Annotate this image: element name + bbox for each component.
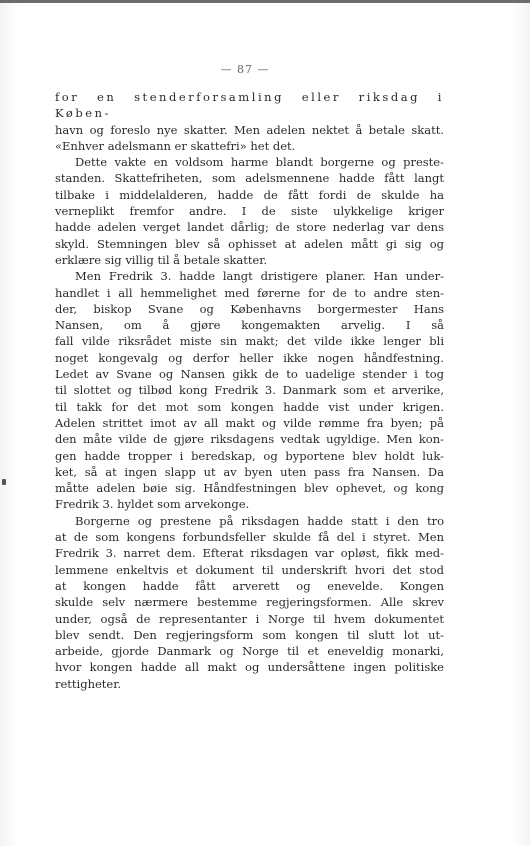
text-line: skyld. Stemningen blev så ophisset at adelen mått gi sig og (55, 236, 444, 251)
text-line: under, også de representanter i Norge til hvem dokumentet (55, 611, 444, 626)
text-line: erklære sig villig til å betale skatter. (55, 252, 268, 267)
text-line: rettigheter. (55, 676, 122, 691)
text-line: Nansen, om å gjøre kongemakten arvelig. I så (55, 318, 444, 333)
text-line: hadde adelen verget landet dårlig; de store nederlag var dens (55, 220, 444, 235)
page-top-edge (0, 0, 530, 3)
text-line: Fredrik 3. narret dem. Efterat riksdagen var opløst, fikk med- (55, 546, 444, 561)
text-line: lemmene enkeltvis et dokument til underskrift hvori det stod (55, 562, 444, 577)
text-line: noget kongevalg og derfor heller ikke nogen håndfestning. (55, 350, 444, 365)
text-line: måtte adelen bøie sig. Håndfestningen blev ophevet, og kong (55, 481, 444, 496)
text-line: for en stenderforsamling eller riksdag i Køben- (55, 90, 444, 121)
body-text (55, 89, 444, 692)
text-line: tilbake i middelalderen, hadde de fått fordi de skulde ha (55, 187, 444, 202)
text-line: Dette vakte en voldsom harme blandt borgerne og preste- (75, 155, 444, 170)
text-line: gen hadde tropper i beredskap, og byportene blev holdt luk- (55, 448, 444, 463)
text-line: arbeide, gjorde Danmark og Norge til et eneveldig monarki, (55, 644, 444, 659)
text-line: til takk for det mot som kongen hadde vist under krigen. (55, 399, 444, 414)
text-line: Fredrik 3. hyldet som arvekonge. (55, 497, 250, 512)
text-line: Adelen strittet imot av all makt og vilde rømme fra byen; på (55, 415, 444, 430)
margin-mark (2, 479, 6, 485)
text-line: «Enhver adelsmann er skattefri» het det. (55, 138, 296, 153)
text-line: verneplikt fremfor andre. I de siste ulykkelige kriger (55, 204, 444, 219)
text-line: havn og foreslo nye skatter. Men adelen nektet å betale skatt. (55, 122, 444, 137)
text-line: fall vilde riksrådet miste sin makt; det vilde ikke lenger bli (55, 334, 444, 349)
text-line: skulde selv nærmere bestemme regjeringsformen. Alle skrev (55, 595, 444, 610)
text-line: Borgerne og prestene på riksdagen hadde statt i den tro (75, 513, 444, 528)
text-line: den måte vilde de gjøre riksdagens vedtak ugyldige. Men kon- (55, 432, 444, 447)
text-line: blev sendt. Den regjeringsform som kongen til slutt lot ut- (55, 627, 444, 642)
text-line: at de som kongens forbundsfeller skulde få del i styret. Men (55, 530, 444, 545)
page-number: — 87 — (220, 63, 270, 76)
text-line: hvor kongen hadde all makt og undersåttene ingen politiske (55, 660, 444, 675)
text-line: ket, så at ingen slapp ut av byen uten pass fra Nansen. Da (55, 464, 444, 479)
text-line: at kongen hadde fått arverett og enevelde. Kongen (55, 578, 444, 593)
text-line: standen. Skattefriheten, som adelsmennene hadde fått langt (55, 171, 444, 186)
text-line: Men Fredrik 3. hadde langt dristigere planer. Han under- (75, 269, 444, 284)
text-line: der, biskop Svane og Københavns borgermester Hans (55, 301, 444, 316)
text-line: Ledet av Svane og Nansen gikk de to uadelige stender i tog (55, 367, 444, 382)
text-line: handlet i all hemmelighet med førerne for de to andre sten- (55, 285, 444, 300)
text-line: til slottet og tilbød kong Fredrik 3. Danmark som et arverike, (55, 383, 444, 398)
